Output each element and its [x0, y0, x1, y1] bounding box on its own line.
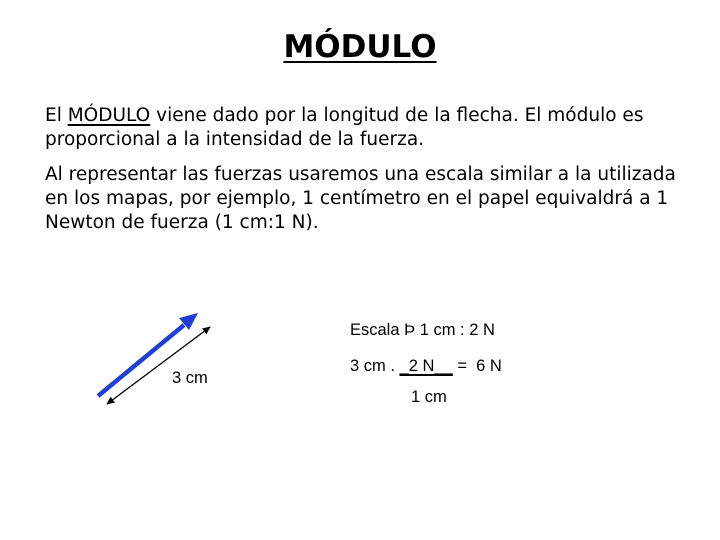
scale-explanation-paragraph: Al representar las fuerzas usaremos una escala similar a la utilizada en los mapas, por ejemplo, 1 centímetro en el papel equivaldrá a 1 Newton de fuerza (1 cm:1 N).: [45, 164, 676, 233]
paragraph-prefix: El: [45, 105, 68, 126]
calc-numerator: _2 N__: [399, 357, 453, 375]
scale-statement: Escala Þ 1 cm : 2 N: [350, 321, 495, 339]
calc-denominator: 1 cm: [411, 388, 447, 406]
paragraph-suffix: viene dado por la longitud de la flecha. El módulo es proporcional a la intensidad de la fuerza.: [45, 105, 644, 150]
arrow-length-label: 3 cm: [172, 369, 208, 387]
module-emphasis: MÓDULO: [67, 105, 151, 126]
length-dimension-arrow: [107, 327, 210, 404]
conversion-calculation: [350, 356, 502, 376]
calc-result: = 6 N: [452, 357, 502, 375]
slide-title-text: MÓDULO: [283, 29, 437, 65]
calc-prefix: 3 cm .: [350, 357, 400, 375]
